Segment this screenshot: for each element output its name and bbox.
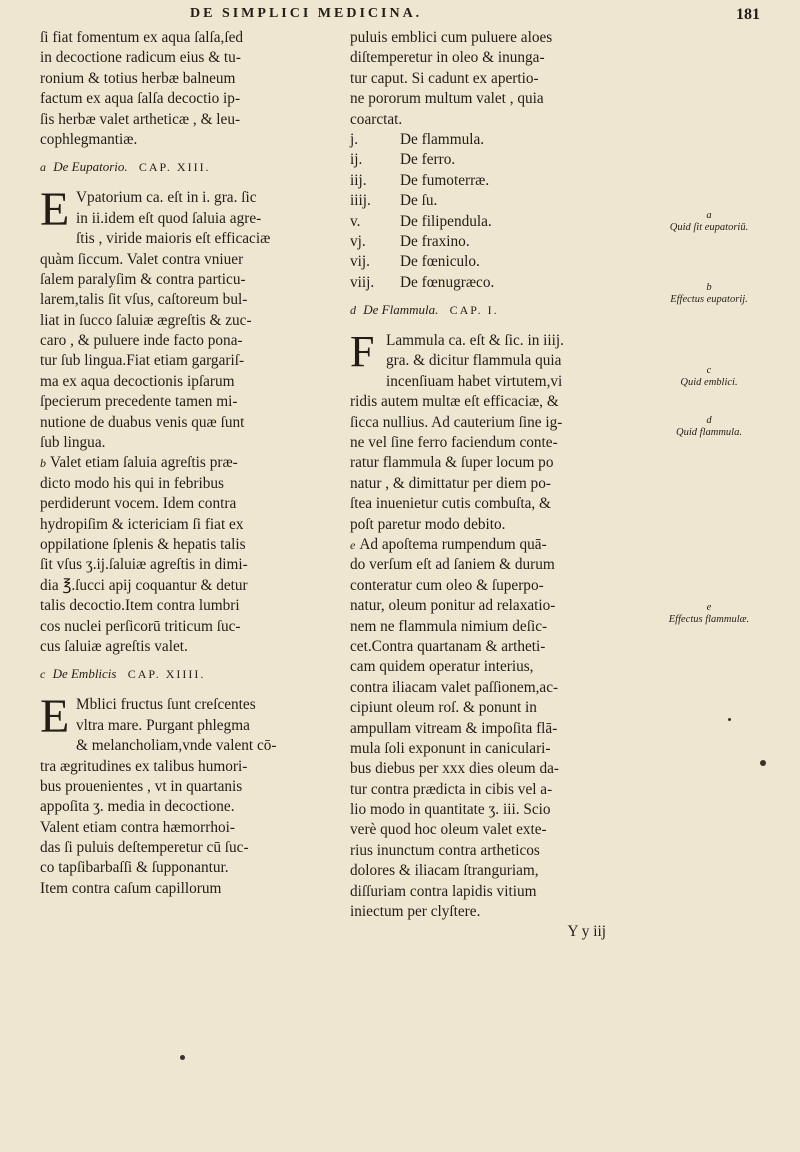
text-line: cet.Contra quartanam & artheti- bbox=[350, 637, 546, 655]
text-line: cus ſaluiæ agreſtis valet. bbox=[40, 637, 188, 655]
text-line: ſicca nullius. Ad cauterium ſine ig- bbox=[350, 413, 563, 431]
section-heading-flammula bbox=[350, 300, 636, 322]
text-line: poſt paretur modo debito. bbox=[350, 515, 506, 533]
margin-note bbox=[668, 602, 750, 626]
drop-cap-initial: E bbox=[40, 690, 70, 744]
section-marker: d bbox=[350, 303, 356, 318]
ink-spot-icon bbox=[728, 718, 731, 721]
text-line: talis decoctio.Item contra lumbri bbox=[40, 597, 240, 615]
text-line: diſſuriam contra lapidis vitium bbox=[350, 882, 537, 900]
text-line: cophlegmantiæ. bbox=[40, 130, 138, 148]
text-line-content: Ad apoſtema rumpendum quā- bbox=[359, 535, 547, 553]
text-line: dicto modo his qui in febribus bbox=[40, 474, 224, 492]
margin-note-letter: d bbox=[706, 415, 712, 426]
chapter-number: CAP. I. bbox=[449, 303, 499, 318]
margin-note-text: Effectus eupatorij. bbox=[670, 294, 748, 305]
text-line: cam quidem operatur interius, bbox=[350, 658, 534, 676]
text-line: diſtemperetur in oleo & inunga- bbox=[350, 49, 545, 67]
paragraph-flammula bbox=[350, 327, 636, 535]
text-line: do verſum eſt ad ſaniem & durum bbox=[350, 556, 555, 574]
list-number: viij. bbox=[350, 273, 375, 291]
list-item bbox=[350, 171, 636, 191]
text-line: hydropiſim & ictericiam ſi fiat ex bbox=[40, 515, 244, 533]
ink-spot-icon bbox=[760, 760, 766, 766]
margin-note bbox=[668, 210, 750, 234]
text-line: quàm ſiccum. Valet contra vniuer bbox=[40, 250, 244, 268]
list-number: iij. bbox=[350, 171, 367, 189]
text-line: ſub lingua. bbox=[40, 434, 106, 452]
text-line: Mblici fructus ſunt creſcentes bbox=[76, 696, 256, 714]
list-item bbox=[350, 191, 636, 211]
margin-note-text: Effectus flammulæ. bbox=[668, 614, 750, 625]
text-line: ſi fiat fomentum ex aqua ſalſa,ſed bbox=[40, 29, 244, 46]
list-item bbox=[350, 130, 636, 150]
text-line: nem ne flammula nimium deſic- bbox=[350, 617, 548, 635]
list-item bbox=[350, 150, 636, 170]
chapter-list bbox=[350, 130, 636, 293]
text-line: larem,talis ſit vſus, caſtoreum bul- bbox=[40, 291, 248, 309]
text-line bbox=[350, 535, 636, 555]
list-label: De ſu. bbox=[400, 192, 438, 210]
text-line: oppilatione ſplenis & hepatis talis bbox=[40, 535, 246, 553]
text-line: liat in ſucco ſaluiæ ægreſtis & zuc- bbox=[40, 311, 252, 329]
right-column bbox=[350, 28, 636, 943]
list-label: De filipendula. bbox=[400, 212, 492, 230]
text-line: ne pororum multum valet , quia bbox=[350, 90, 544, 108]
margin-note-text: Quid emblici. bbox=[680, 377, 738, 388]
section-marker: e bbox=[350, 537, 356, 552]
text-line bbox=[40, 453, 330, 473]
list-item bbox=[350, 252, 636, 272]
text-line: ſtea inuenietur cutis combuſta, & bbox=[350, 495, 551, 513]
text-line: bus diebus per xxx dies oleum da- bbox=[350, 760, 560, 778]
text-line: puluis emblici cum puluere aloes bbox=[350, 29, 553, 46]
text-line: ratur flammula & ſuper locum po bbox=[350, 454, 554, 472]
text-line: in decoctione radicum eius & tu- bbox=[40, 49, 241, 67]
text-line: incenſiuam habet virtutem,vi bbox=[386, 372, 563, 390]
text-line: natur , & dimittatur per diem po- bbox=[350, 474, 551, 492]
margin-note-letter: e bbox=[706, 602, 712, 613]
page-number: 181 bbox=[736, 6, 760, 23]
section-marker: a bbox=[40, 160, 46, 175]
list-label: De fœniculo. bbox=[400, 253, 480, 271]
text-line: nutione de duabus venis quæ ſunt bbox=[40, 413, 245, 431]
ink-spot-icon bbox=[180, 1055, 185, 1060]
paragraph-eupatorio-effects bbox=[40, 453, 330, 657]
text-line: verè quod hoc oleum valet exte- bbox=[350, 821, 547, 839]
text-line: Vpatorium ca. eſt in i. gra. ſic bbox=[76, 189, 257, 207]
list-label: De fumoterræ. bbox=[400, 171, 490, 189]
text-line: cos nuclei perſicorū triticum ſuc- bbox=[40, 617, 241, 635]
list-label: De ferro. bbox=[400, 151, 456, 169]
text-line: ampullam vitream & impoſita flā- bbox=[350, 719, 558, 737]
text-line: in ii.idem eſt quod ſaluia agre- bbox=[76, 209, 262, 227]
text-line: contra iliacam valet paſſionem,ac- bbox=[350, 678, 559, 696]
list-item bbox=[350, 273, 636, 293]
text-line: Item contra caſum capillorum bbox=[40, 879, 222, 897]
text-line: ſis herbæ valet artheticæ , & leu- bbox=[40, 110, 241, 128]
chapter-number: CAP. XIII. bbox=[138, 160, 211, 175]
section-heading-eupatorio bbox=[40, 157, 330, 179]
text-line: vltra mare. Purgant phlegma bbox=[76, 716, 250, 734]
section-heading-emblicis bbox=[40, 664, 330, 686]
text-line: co tapſibarbaſſi & ſupponantur. bbox=[40, 859, 229, 877]
section-title: De Emblicis bbox=[52, 666, 117, 682]
text-line: ma ex aqua decoctionis ipſarum bbox=[40, 372, 235, 390]
margin-note bbox=[668, 282, 750, 306]
text-line: tur contra prædicta in cibis vel a- bbox=[350, 780, 553, 798]
list-number: v. bbox=[350, 212, 361, 230]
running-header bbox=[0, 6, 800, 30]
chapter-number: CAP. XIIII. bbox=[127, 667, 206, 682]
paragraph-eupatorio bbox=[40, 183, 330, 453]
text-line: dolores & iliacam ſtranguriam, bbox=[350, 862, 539, 880]
text-line: rius inunctum contra artheticos bbox=[350, 841, 540, 859]
text-line: perdiderunt vocem. Idem contra bbox=[40, 495, 237, 513]
list-number: j. bbox=[350, 130, 359, 148]
running-title: DE SIMPLICI MEDICINA. bbox=[190, 6, 423, 21]
text-line: das ſi puluis deſtemperetur cū ſuc- bbox=[40, 839, 249, 857]
list-label: De fraxino. bbox=[400, 232, 470, 250]
text-line: gra. & dicitur flammula quia bbox=[386, 352, 562, 370]
text-line: dia ℥.ſucci apij coquantur & detur bbox=[40, 576, 248, 594]
margin-note-text: Quid flammula. bbox=[676, 427, 742, 438]
margin-note bbox=[668, 415, 750, 439]
left-column bbox=[40, 28, 330, 899]
list-number: vij. bbox=[350, 253, 370, 271]
text-line: appoſita ʒ. media in decoctione. bbox=[40, 798, 235, 816]
text-line-content: Valet etiam ſaluia agreſtis præ- bbox=[50, 454, 238, 472]
list-label: De flammula. bbox=[400, 130, 485, 148]
list-number: vj. bbox=[350, 232, 366, 250]
paragraph-flammula-effects bbox=[350, 535, 636, 922]
text-line: ronium & totius herbæ balneum bbox=[40, 69, 236, 87]
text-line: mula ſoli exponunt in caniculari- bbox=[350, 739, 551, 757]
catchword-signature: Y y iij bbox=[567, 923, 606, 941]
paragraph-emblicis bbox=[40, 690, 330, 899]
margin-note-letter: a bbox=[706, 210, 712, 221]
text-line: cipiunt oleum roſ. & ponunt in bbox=[350, 699, 537, 717]
text-line: iniectum per clyſtere. bbox=[350, 903, 481, 921]
text-line: coarctat. bbox=[350, 110, 403, 128]
list-item bbox=[350, 212, 636, 232]
text-line: ne vel ſine ferro faciendum conte- bbox=[350, 434, 558, 452]
section-title: De Eupatorio. bbox=[53, 159, 128, 175]
section-title: De Flammula. bbox=[363, 302, 439, 318]
margin-note-text: Quid ſit eupatoriū. bbox=[669, 222, 749, 233]
list-label: De fœnugræco. bbox=[400, 273, 495, 291]
list-number: ij. bbox=[350, 151, 363, 169]
text-line: natur, oleum ponitur ad relaxatio- bbox=[350, 597, 556, 615]
text-line: factum ex aqua ſalſa decoctio ip- bbox=[40, 90, 241, 108]
margin-note-letter: b bbox=[706, 282, 712, 293]
list-number: iiij. bbox=[350, 192, 371, 210]
text-line: & melancholiam,vnde valent cō- bbox=[76, 737, 277, 755]
section-marker: c bbox=[40, 667, 46, 682]
text-line: ſit vſus ʒ.ij.ſaluiæ agreſtis in dimi- bbox=[40, 556, 248, 574]
margin-note bbox=[668, 365, 750, 389]
text-line: ridis autem multæ eſt efficaciæ, & bbox=[350, 393, 559, 411]
text-line: conteratur cum oleo & ſuperpo- bbox=[350, 576, 544, 594]
text-line: tra ægritudines ex talibus humori- bbox=[40, 757, 248, 775]
text-line: Valent etiam contra hæmorrhoi- bbox=[40, 818, 235, 836]
text-line: ſalem paralyſim & contra particu- bbox=[40, 270, 246, 288]
text-line: ſpecierum precedente tamen mi- bbox=[40, 393, 238, 411]
margin-note-letter: c bbox=[706, 365, 712, 376]
list-item bbox=[350, 232, 636, 252]
drop-cap-initial: E bbox=[40, 183, 70, 237]
text-line: lio modo in quantitate ʒ. iii. Scio bbox=[350, 801, 551, 819]
text-line: Lammula ca. eſt & ſic. in iiij. bbox=[386, 332, 564, 350]
text-line: ſtis , viride maioris eſt efficaciæ bbox=[76, 230, 271, 248]
text-line: tur caput. Si cadunt ex apertio- bbox=[350, 69, 539, 87]
text-line: caro , & puluere inde facto pona- bbox=[40, 332, 243, 350]
drop-cap-initial: F bbox=[350, 327, 375, 377]
section-marker: b bbox=[40, 456, 46, 471]
text-line: tur ſub lingua.Fiat etiam gargariſ- bbox=[40, 352, 245, 370]
text-line: bus prouenientes , vt in quartanis bbox=[40, 777, 243, 795]
